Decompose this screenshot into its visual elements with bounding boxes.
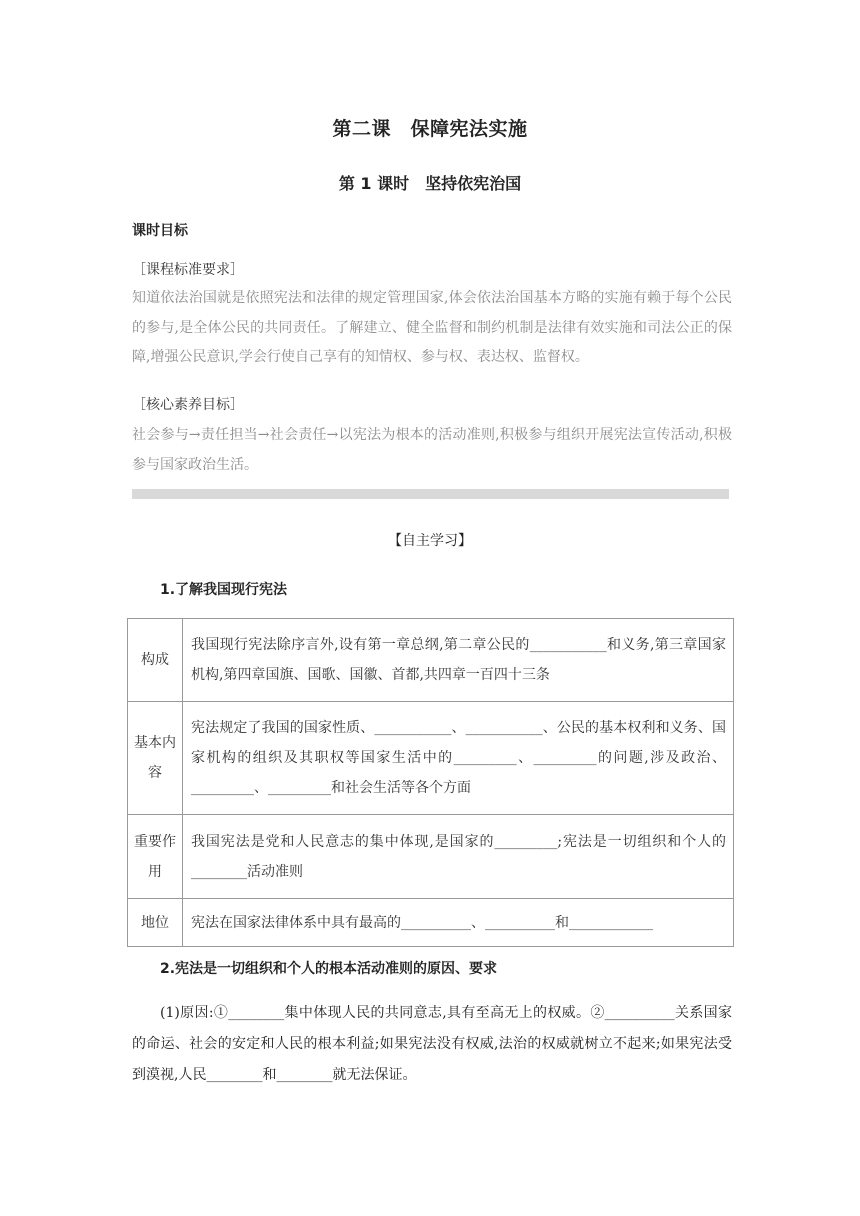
reason-paragraph: (1)原因:①________集中体现人民的共同意志,具有至高无上的权威。②__________关系国家的命运、社会的安定和人民的根本利益;如果宪法没有权威,法治的权威就树立不起来;如果宪法受到漠视,人民________和________就无法保证。 (132, 1005, 732, 1083)
section-divider (132, 489, 729, 499)
self-study-heading: 【自主学习】 (388, 533, 472, 549)
core-text: 社会参与→责任担当→社会责任→以宪法为根本的活动准则,积极参与组织开展宪法宣传活动,积极参与国家政治生活。 (132, 427, 732, 473)
constitution-table (127, 618, 734, 947)
row-label: 地位 (128, 899, 183, 947)
table-row (128, 702, 734, 815)
objectives-label: 课时目标 (132, 223, 188, 239)
table-row (128, 815, 734, 899)
row-content: 宪法规定了我国的国家性质、___________、___________、公民的基本权利和义务、国家机构的组织及其职权等国家生活中的_________、_________的问题,涉及政治、_________、_________和社会生活等各个方面 (183, 702, 734, 815)
section2-heading: 2.宪法是一切组织和个人的根本活动准则的原因、要求 (160, 961, 498, 977)
row-label: 基本内容 (128, 702, 183, 815)
table-row (128, 619, 734, 702)
standard-label: ［课程标准要求］ (132, 262, 244, 278)
core-label: ［核心素养目标］ (132, 397, 244, 413)
row-content: 我国现行宪法除序言外,设有第一章总纲,第二章公民的___________和义务,第三章国家机构,第四章国旗、国歌、国徽、首都,共四章一百四十三条 (183, 619, 734, 702)
standard-text: 知道依法治国就是依照宪法和法律的规定管理国家,体会依法治国基本方略的实施有赖于每个公民的参与,是全体公民的共同责任。了解建立、健全监督和制约机制是法律有效实施和司法公正的保障,增强公民意识,学会行使自己享有的知情权、参与权、表达权、监督权。 (132, 290, 732, 365)
row-content: 宪法在国家法律体系中具有最高的__________、__________和____________ (183, 899, 734, 947)
row-label: 构成 (128, 619, 183, 702)
period-title: 第 1 课时 坚持依宪治国 (338, 174, 522, 193)
row-content: 我国宪法是党和人民意志的集中体现,是国家的_________;宪法是一切组织和个人的________活动准则 (183, 815, 734, 899)
table-row (128, 899, 734, 947)
section1-heading: 1.了解我国现行宪法 (160, 582, 288, 598)
lesson-title: 第二课 保障宪法实施 (332, 118, 528, 140)
row-label: 重要作用 (128, 815, 183, 899)
